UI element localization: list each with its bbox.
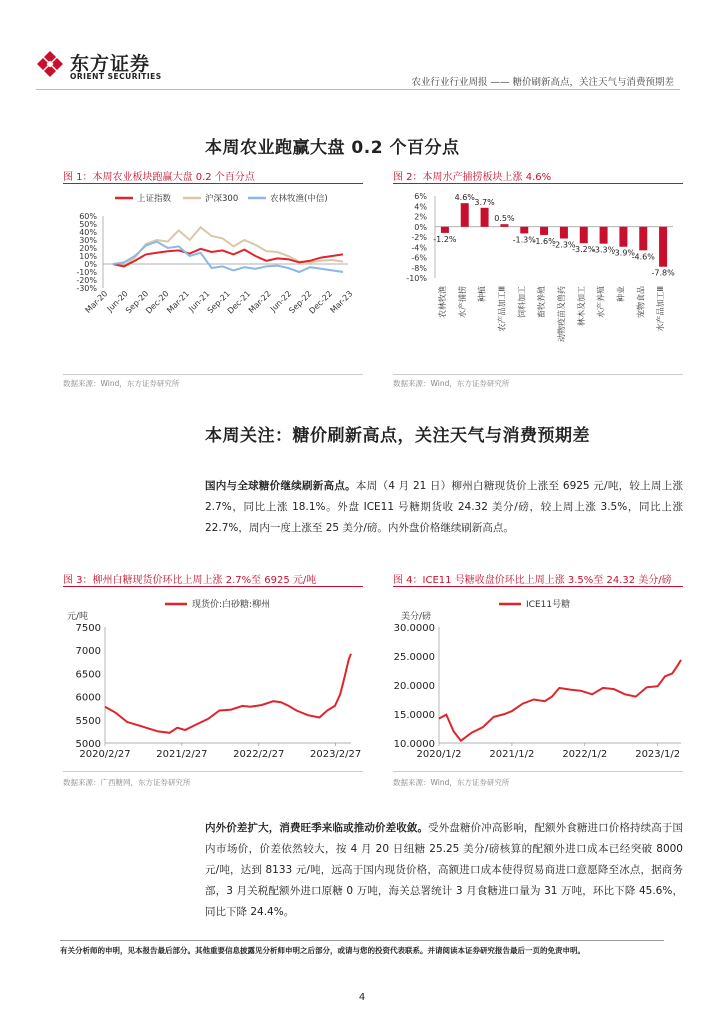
y-tick-label: 10.0000 [393,739,435,750]
y-tick-label: -30% [76,284,97,293]
figure-3-chart [63,590,363,766]
figure-1-bottom-rule [63,374,363,375]
figure-3-title: 图 3：柳州白糖现货价环比上周上涨 2.7%至 6925 元/吨 [63,575,317,586]
y-tick-label: -6% [411,253,427,263]
y-tick-label: -10% [76,268,97,277]
x-tick-label: 2021/1/2 [489,749,535,760]
x-tick-label: 2021/2/27 [156,749,208,760]
y-tick-label: -8% [411,263,427,273]
x-tick-label: Mar-21 [165,289,192,315]
x-tick-label: Dec-21 [225,289,253,316]
x-tick-label: 水产品加工Ⅲ [656,286,666,332]
x-tick-label: Jun-21 [187,289,212,314]
paragraph-2 [205,818,683,923]
figure-1-chart [63,186,363,376]
figure-1-source: 数据来源：Wind，东方证券研究所 [63,379,180,388]
x-tick-label: Dec-22 [307,289,334,316]
figure-1-rule [63,183,363,184]
y-tick-label: 20% [79,244,97,253]
paragraph-1 [205,476,683,539]
y-tick-label: 40% [79,228,97,237]
x-tick-label: 农林牧渔 [437,286,447,318]
series-line [105,654,351,733]
y-tick-label: 30.0000 [393,623,435,634]
x-tick-label: 2020/1/2 [416,749,462,760]
data-label: -7.8% [651,268,675,278]
y-axis-unit: 元/吨 [67,612,89,622]
y-tick-label: 7000 [75,646,101,658]
figure-4-title: 图 4：ICE11 号糖收盘价环比上周上涨 3.5%至 24.32 美分/磅 [393,575,672,586]
bar [659,227,667,267]
y-tick-label: 2% [414,212,427,222]
data-label: -1.2% [433,234,457,244]
company-logo-icon [36,50,64,78]
bar [580,227,588,243]
x-tick-label: 2023/2/27 [309,749,362,760]
y-tick-label: -4% [411,243,427,253]
bar [500,224,508,227]
x-tick-label: Jun-20 [105,289,130,314]
paragraph-1-body: 本周（4 月 21 日）柳州白糖现货价上涨至 6925 元/吨，较上周上涨 2.7%，同比上涨 18.1%。外盘 ICE11 号糖期货收 24.32 美分/磅，较上周上涨 3.5%，同比上涨 22.7%，周内一度上涨至 25 美分/磅。内外盘价格继续刷新高点。 [205,480,684,534]
y-tick-label: 10% [79,252,97,261]
figure-3-bottom-rule [63,771,363,772]
x-tick-label: 2023/1/2 [635,749,681,760]
series-line-1 [113,227,343,265]
y-tick-label: 60% [79,212,97,221]
figure-2-bottom-rule [393,374,683,375]
y-tick-label: -20% [76,276,97,285]
x-tick-label: 农产品加工Ⅲ [497,286,507,332]
data-label: -3.3% [591,245,616,255]
y-tick-label: 6000 [75,692,101,704]
bar [560,227,568,239]
paragraph-1-lead: 国内与全球糖价继续刷新高点。 [205,480,356,492]
x-tick-label: 宠物食品 [636,286,646,318]
data-label: -1.3% [512,235,536,245]
figure-2-chart [393,186,683,376]
x-tick-label: 2022/1/2 [562,749,608,760]
y-axis-unit: 美分/磅 [401,612,432,622]
y-tick-label: 20.0000 [393,681,435,692]
paragraph-2-body: 受外盘糖价冲高影响，配额外食糖进口价格持续高于国内市场价，价差依然较大，按 4 月 20 日纽糖 25.25 美分/磅核算的配额外进口成本已经突破 8000 元/吨，达到 8133 元/吨，远高于国内现货价格，高额进口成本使得贸易商进口意愿降至冰点，据商务部，3 月关税配额外进口原糖 0 万吨，海关总署统计 3 月食糖进口量为 31 万吨，环比下降 45.6%，同比下降 24.4%。 [205,822,683,918]
x-tick-label: 种业 [616,286,626,302]
legend-label: 沪深300 [205,194,239,204]
series-line [439,660,681,741]
section-title-2: 本周关注：糖价刷新高点，关注天气与消费预期差 [205,426,590,446]
y-tick-label: 30% [79,236,97,245]
y-tick-label: 5000 [75,739,101,750]
y-tick-label: 50% [79,220,97,229]
x-tick-label: Sep-22 [287,289,314,316]
data-label: 3.7% [474,197,495,207]
data-label: 0.5% [494,214,515,224]
y-tick-label: -2% [411,233,427,242]
x-tick-label: Dec-20 [144,289,171,316]
header-divider [36,89,680,90]
data-label: -3.2% [572,245,596,255]
x-tick-label: 2020/2/27 [79,749,131,760]
x-tick-label: 水产养殖 [596,286,606,318]
page-number: 4 [358,992,366,1003]
company-name-cn: 东方证券 [70,53,151,75]
data-label: -4.6% [631,252,655,262]
x-tick-label: Mar-23 [328,289,355,315]
figure-4-chart [393,590,683,766]
figure-3-source: 数据来源：广西糖网，东方证券研究所 [63,778,191,787]
data-label: -3.9% [611,248,636,258]
bar [461,203,469,227]
x-tick-label: Sep-21 [205,289,232,316]
company-name-en: ORIENT SECURITIES [70,72,162,81]
data-label: -1.6% [532,236,556,246]
y-tick-label: 5500 [75,715,101,727]
figure-4-source: 数据来源：Wind，东方证券研究所 [393,778,510,787]
x-tick-label: 饲料加工 [517,286,527,318]
y-tick-label: 7500 [75,623,101,634]
figure-2-source: 数据来源：Wind，东方证券研究所 [393,379,510,388]
y-tick-label: 0% [84,260,97,269]
figure-1-title: 图 1：本周农业板块跑赢大盘 0.2 个百分点 [63,172,255,183]
figure-2-rule [393,183,683,184]
data-label: -2.3% [552,240,576,250]
bar [619,227,627,247]
figure-2-title: 图 2：本周水产捕捞板块上涨 4.6% [393,172,552,183]
footer-rule [60,940,664,941]
footer-disclaimer: 有关分析师的申明，见本报告最后部分。其他重要信息披露见分析师申明之后部分，或请与您的投资代表联系。并请阅读本证券研究报告最后一页的免责申明。 [60,946,585,955]
bar [520,227,528,234]
legend-label: 上证指数 [137,194,172,204]
bar [639,227,647,251]
legend-label: ICE11号糖 [526,600,571,610]
x-tick-label: 水产捕捞 [457,286,467,318]
figure-3-rule [63,586,363,587]
y-tick-label: 6% [414,192,427,201]
x-tick-label: Mar-20 [83,289,110,315]
y-tick-label: 25.0000 [393,652,435,663]
paragraph-2-lead: 内外价差扩大，消费旺季来临或推动价差收敛。 [205,822,429,834]
y-tick-label: 0% [414,222,427,232]
x-tick-label: Sep-20 [123,289,151,316]
bar [481,208,489,227]
x-tick-label: 种植 [477,286,487,302]
x-tick-label: 畜牧养殖 [537,286,547,318]
y-tick-label: -10% [406,274,427,283]
y-tick-label: 15.0000 [393,710,435,721]
figure-4-bottom-rule [393,771,683,772]
x-tick-label: Jun-22 [268,289,294,314]
y-tick-label: 6500 [75,669,101,681]
data-label: 4.6% [454,193,475,203]
series-line-2 [113,242,343,272]
legend-label: 现货价:白砂糖:柳州 [192,600,271,610]
section-title-1: 本周农业跑赢大盘 0.2 个百分点 [205,138,460,158]
report-title: 农业行业行业周报 —— 糖价刷新高点，关注天气与消费预期差 [411,77,674,88]
x-tick-label: 2022/2/27 [233,749,285,760]
bar [441,227,449,233]
y-tick-label: 4% [414,202,427,212]
bar [540,227,548,235]
legend-label: 农林牧渔(中信) [270,194,328,204]
figure-4-rule [393,586,683,587]
bar [600,227,608,244]
x-tick-label: 动物疫苗及兽药 [556,286,566,342]
x-tick-label: Mar-22 [246,289,273,315]
x-tick-label: 林木及加工 [576,286,586,326]
